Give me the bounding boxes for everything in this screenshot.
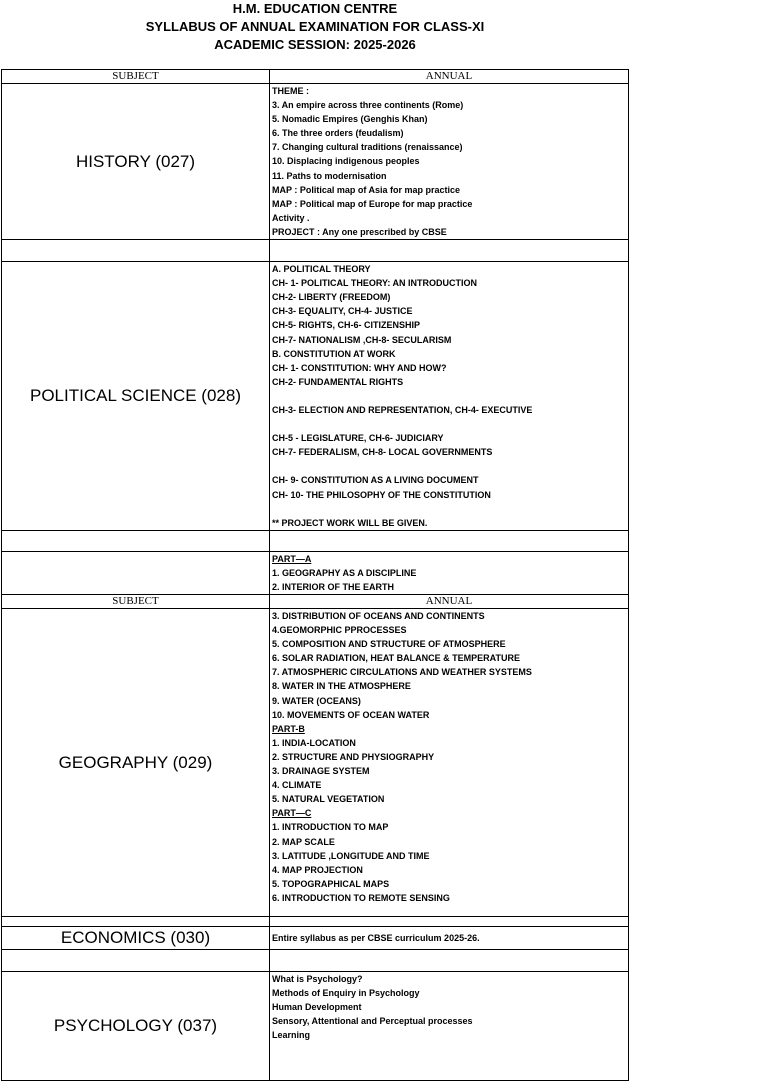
- syllabus-line: 7. ATMOSPHERIC CIRCULATIONS AND WEATHER SYSTEMS: [272, 667, 532, 678]
- session-title: ACADEMIC SESSION: 2025-2026: [214, 37, 416, 52]
- syllabus-line: ** PROJECT WORK WILL BE GIVEN.: [272, 517, 428, 528]
- economics-annual-syllabus: [270, 927, 629, 950]
- geography-annual-syllabus-part1: [270, 551, 629, 594]
- syllabus-line: CH-3- ELECTION AND REPRESENTATION, CH-4- EXECUTIVE: [272, 404, 533, 415]
- syllabus-line: 7. Changing cultural traditions (renaissance): [272, 142, 463, 153]
- economics-subject: ECONOMICS (030): [2, 927, 270, 950]
- syllabus-line: 8. WATER IN THE ATMOSPHERE: [272, 681, 411, 692]
- syllabus-line: A. POLITICAL THEORY: [272, 264, 371, 275]
- syllabus-line: CH- 10- THE PHILOSOPHY OF THE CONSTITUTION: [272, 489, 491, 500]
- geography-row-part1: [2, 551, 629, 594]
- syllabus-line: [270, 389, 628, 403]
- subject-column-header: SUBJECT: [2, 595, 270, 609]
- syllabus-line: 4.GEOMORPHIC PPROCESSES: [272, 625, 407, 636]
- psychology-annual-syllabus: [270, 972, 629, 1081]
- syllabus-line: Sensory, Attentional and Perceptual processes: [272, 1016, 473, 1027]
- syllabus-line: 4. MAP PROJECTION: [272, 864, 363, 875]
- syllabus-line: 10. Displacing indigenous peoples: [272, 156, 420, 167]
- syllabus-line: 5. NATURAL VEGETATION: [272, 794, 385, 805]
- spacer-row: [2, 530, 629, 551]
- geography-subject-continued: [2, 551, 270, 594]
- syllabus-line: 1. INDIA-LOCATION: [272, 737, 356, 748]
- political-science-row: [2, 262, 629, 531]
- syllabus-line: 9. WATER (OCEANS): [272, 695, 361, 706]
- syllabus-line: 6. INTRODUCTION TO REMOTE SENSING: [272, 892, 450, 903]
- geography-annual-syllabus: [270, 609, 629, 917]
- syllabus-line: 5. COMPOSITION AND STRUCTURE OF ATMOSPHERE: [272, 639, 506, 650]
- psychology-row: [2, 972, 629, 1081]
- syllabus-line: PART—A: [272, 553, 312, 564]
- history-annual-syllabus: [270, 84, 629, 240]
- syllabus-line: Human Development: [272, 1002, 362, 1013]
- syllabus-line: 11. Paths to modernisation: [272, 170, 387, 181]
- syllabus-title: SYLLABUS OF ANNUAL EXAMINATION FOR CLASS-XI: [145, 19, 485, 34]
- syllabus-line: 6. SOLAR RADIATION, HEAT BALANCE & TEMPERATURE: [272, 653, 521, 664]
- syllabus-line: CH-3- EQUALITY, CH-4- JUSTICE: [272, 306, 413, 317]
- syllabus-table-page-1: [1, 69, 629, 595]
- syllabus-line: B. CONSTITUTION AT WORK: [272, 348, 396, 359]
- syllabus-line: [270, 459, 628, 473]
- syllabus-table-page-2: [1, 594, 629, 1081]
- syllabus-line: CH-7- FEDERALISM, CH-8- LOCAL GOVERNMENTS: [272, 447, 493, 458]
- syllabus-line: 2. INTERIOR OF THE EARTH: [272, 582, 395, 592]
- history-subject: HISTORY (027): [2, 84, 270, 240]
- syllabus-line: CH-7- NATIONALISM ,CH-8- SECULARISM: [272, 334, 452, 345]
- syllabus-line: 1. GEOGRAPHY AS A DISCIPLINE: [272, 567, 417, 578]
- syllabus-line: Activity .: [272, 212, 310, 223]
- spacer-row: [2, 240, 629, 262]
- subject-column-header: SUBJECT: [2, 70, 270, 84]
- syllabus-line: 3. DRAINAGE SYSTEM: [272, 766, 370, 777]
- political-science-annual-syllabus: [270, 262, 629, 531]
- syllabus-line: CH-5- RIGHTS, CH-6- CITIZENSHIP: [272, 320, 421, 331]
- syllabus-line: 3. DISTRIBUTION OF OCEANS AND CONTINENTS: [272, 611, 485, 621]
- syllabus-line: 3. LATITUDE ,LONGITUDE AND TIME: [272, 850, 430, 861]
- syllabus-line: [270, 417, 628, 431]
- geography-subject: GEOGRAPHY (029): [2, 609, 270, 917]
- syllabus-line: What is Psychology?: [272, 974, 363, 984]
- syllabus-line: 2. MAP SCALE: [272, 836, 335, 847]
- syllabus-line: CH-2- LIBERTY (FREEDOM): [272, 292, 391, 303]
- syllabus-line: THEME :: [272, 86, 309, 96]
- syllabus-line: 10. MOVEMENTS OF OCEAN WATER: [272, 709, 430, 720]
- syllabus-line: CH- 9- CONSTITUTION AS A LIVING DOCUMENT: [272, 475, 479, 486]
- psychology-subject: PSYCHOLOGY (037): [2, 972, 270, 1081]
- syllabus-line: PART-B: [272, 723, 305, 734]
- syllabus-line: CH- 1- CONSTITUTION: WHY AND HOW?: [272, 362, 447, 373]
- syllabus-line: [270, 502, 628, 516]
- syllabus-line: PART—C: [272, 808, 312, 819]
- syllabus-line: CH-5 - LEGISLATURE, CH-6- JUDICIARY: [272, 433, 444, 444]
- syllabus-line: 6. The three orders (feudalism): [272, 128, 404, 139]
- syllabus-line: CH-2- FUNDAMENTAL RIGHTS: [272, 376, 404, 387]
- syllabus-line: 2. STRUCTURE AND PHYSIOGRAPHY: [272, 751, 435, 762]
- syllabus-line: MAP : Political map of Europe for map practice: [272, 198, 473, 209]
- economics-row: [2, 927, 629, 950]
- syllabus-line: 3. An empire across three continents (Rome): [272, 100, 464, 111]
- syllabus-line: 1. INTRODUCTION TO MAP: [272, 822, 389, 833]
- syllabus-line: Learning: [272, 1030, 311, 1041]
- syllabus-line: 5. TOPOGRAPHICAL MAPS: [272, 878, 390, 889]
- syllabus-line: Methods of Enquiry in Psychology: [272, 988, 420, 999]
- spacer-row: [2, 950, 629, 972]
- syllabus-line: CH- 1- POLITICAL THEORY: AN INTRODUCTION: [272, 278, 477, 289]
- syllabus-line: Entire syllabus as per CBSE curriculum 2025-26.: [272, 932, 480, 943]
- annual-column-header: ANNUAL: [270, 595, 629, 609]
- syllabus-line: MAP : Political map of Asia for map practice: [272, 184, 461, 195]
- spacer-row: [2, 917, 629, 927]
- syllabus-line: 5. Nomadic Empires (Genghis Khan): [272, 114, 428, 125]
- geography-row: [2, 609, 629, 917]
- annual-column-header: ANNUAL: [270, 70, 629, 84]
- political-science-subject: POLITICAL SCIENCE (028): [2, 262, 270, 531]
- institute-name: H.M. EDUCATION CENTRE: [232, 1, 398, 16]
- history-row: [2, 84, 629, 240]
- syllabus-line: 4. CLIMATE: [272, 780, 322, 791]
- syllabus-line: PROJECT : Any one prescribed by CBSE: [272, 226, 447, 237]
